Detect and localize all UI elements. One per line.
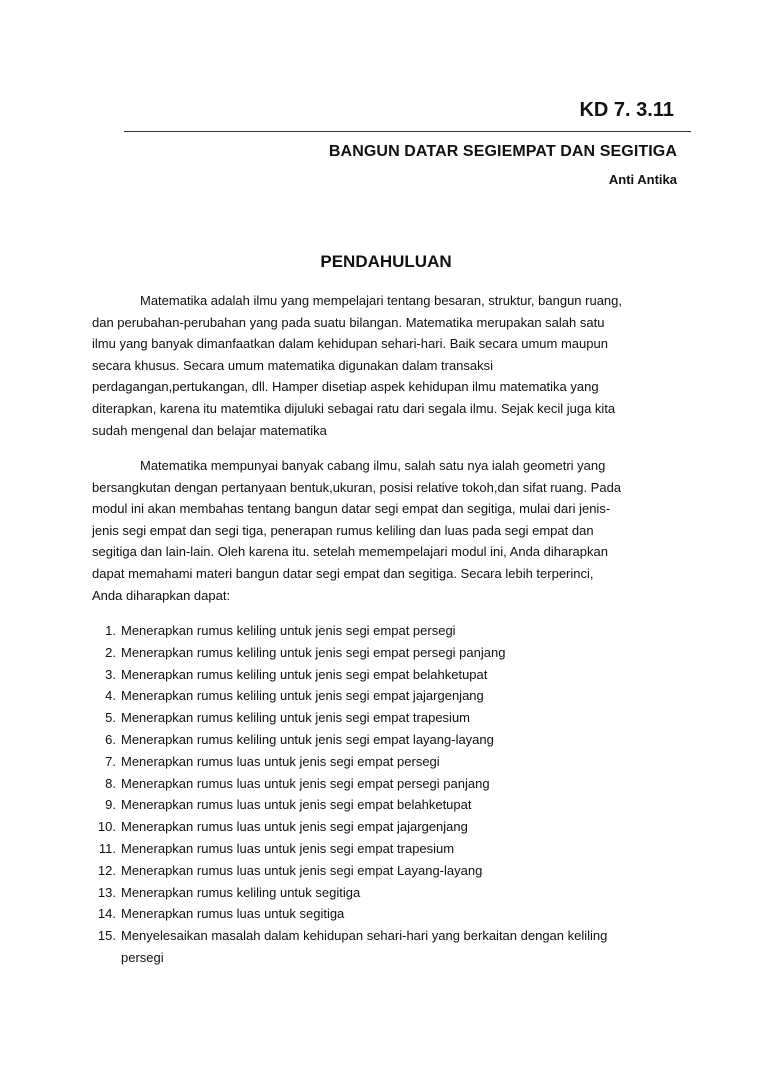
list-item — [92, 925, 682, 969]
list-item — [92, 685, 682, 707]
list-number: 4. — [105, 688, 116, 704]
author-name: Anti Antika — [608, 172, 677, 187]
list-number: 1. — [105, 623, 116, 638]
paragraph-line: bersangkutan dengan pertanyaan bentuk,ukuran, posisi relative tokoh,dan sifat ruang. Pada — [92, 479, 622, 495]
list-number: 3. — [105, 666, 116, 682]
list-number: 6. — [105, 731, 116, 747]
list-text: Menerapkan rumus keliling untuk segitiga — [121, 884, 361, 900]
list-item — [92, 794, 682, 816]
paragraph-line: secara khusus. Secara umum matematika digunakan dalam transaksi — [92, 357, 494, 373]
list-number: 8. — [105, 775, 116, 791]
section-heading: PENDAHULUAN — [320, 252, 452, 271]
list-number: 9. — [105, 797, 116, 813]
list-text: Menerapkan rumus luas untuk jenis segi empat belahketupat — [121, 797, 472, 813]
list-item — [92, 751, 682, 773]
list-number: 13. — [97, 884, 116, 900]
list-text: Menerapkan rumus luas untuk jenis segi empat Layang-layang — [121, 862, 483, 878]
paragraph-line: diterapkan, karena itu matemtika dijuluki sebagai ratu dari segala ilmu. Sejak kecil juga kita — [92, 400, 616, 416]
list-item — [92, 838, 682, 860]
list-number: 11. — [98, 840, 116, 856]
list-number: 5. — [105, 710, 116, 726]
list-item — [92, 620, 682, 642]
paragraph-line: segitiga dan lain-lain. Oleh karena itu. setelah memempelajari modul ini, Anda diharapkan — [92, 544, 608, 560]
list-number: 2. — [105, 644, 116, 660]
paragraph-line: ilmu yang banyak dimanfaatkan dalam kehidupan sehari-hari. Baik secara umum maupun — [92, 336, 608, 352]
list-item — [92, 773, 682, 795]
list-text: Menerapkan rumus keliling untuk jenis segi empat persegi panjang — [121, 644, 506, 660]
paragraph-line: perdagangan,pertukangan, dll. Hamper disetiap aspek kehidupan ilmu matematika yang — [92, 379, 599, 395]
list-number: 12. — [97, 862, 116, 878]
list-text: Menerapkan rumus keliling untuk jenis segi empat belahketupat — [121, 666, 488, 682]
list-item — [92, 860, 682, 882]
list-text: Menerapkan rumus luas untuk jenis segi empat trapesium — [121, 840, 455, 856]
header-rule — [124, 131, 691, 132]
list-text: Menyelesaikan masalah dalam kehidupan sehari-hari yang berkaitan dengan keliling — [121, 928, 608, 944]
list-item — [92, 903, 682, 925]
paragraph-line: jenis segi empat dan segi tiga, penerapan rumus keliling dan luas pada segi empat dan — [92, 522, 594, 538]
list-number: 15. — [97, 928, 116, 944]
intro-paragraph-1 — [92, 290, 680, 441]
list-item — [92, 664, 682, 686]
paragraph-line: dapat memahami materi bangun datar segi empat dan segitiga. Secara lebih terperinci, — [92, 565, 594, 581]
list-text: Menerapkan rumus luas untuk jenis segi empat jajargenjang — [121, 819, 468, 835]
intro-paragraph-2 — [92, 455, 680, 606]
paragraph-line: sudah mengenal dan belajar matematika — [92, 422, 327, 438]
list-item — [92, 729, 682, 751]
list-number: 10. — [97, 819, 116, 835]
list-text-continuation: persegi — [121, 949, 164, 965]
list-text: Menerapkan rumus luas untuk jenis segi empat persegi — [121, 753, 440, 769]
list-text: Menerapkan rumus keliling untuk jenis segi empat jajargenjang — [121, 688, 484, 704]
kd-code: KD 7. 3.11 — [579, 99, 674, 121]
paragraph-line: Anda diharapkan dapat: — [92, 587, 231, 603]
paragraph-line: Matematika mempunyai banyak cabang ilmu, salah satu nya ialah geometri yang — [140, 458, 606, 473]
list-text: Menerapkan rumus keliling untuk jenis segi empat persegi — [121, 623, 456, 638]
list-item — [92, 707, 682, 729]
list-text: Menerapkan rumus keliling untuk jenis segi empat layang-layang — [121, 731, 494, 747]
paragraph-line: modul ini akan membahas tentang bangun datar segi empat dan segitiga, mulai dari jenis- — [92, 501, 611, 517]
document-title: BANGUN DATAR SEGIEMPAT DAN SEGITIGA — [328, 143, 677, 160]
objectives-list — [92, 620, 682, 969]
list-text: Menerapkan rumus keliling untuk jenis segi empat trapesium — [121, 710, 471, 726]
list-item — [92, 642, 682, 664]
list-number: 14. — [97, 906, 116, 922]
list-text: Menerapkan rumus luas untuk segitiga — [121, 906, 345, 922]
paragraph-line: dan perubahan-perubahan yang pada suatu bilangan. Matematika merupakan salah satu — [92, 314, 605, 330]
list-item — [92, 816, 682, 838]
list-text: Menerapkan rumus luas untuk jenis segi empat persegi panjang — [121, 775, 490, 791]
list-item — [92, 882, 682, 904]
paragraph-line: Matematika adalah ilmu yang mempelajari tentang besaran, struktur, bangun ruang, — [140, 293, 623, 308]
list-number: 7. — [105, 753, 116, 769]
